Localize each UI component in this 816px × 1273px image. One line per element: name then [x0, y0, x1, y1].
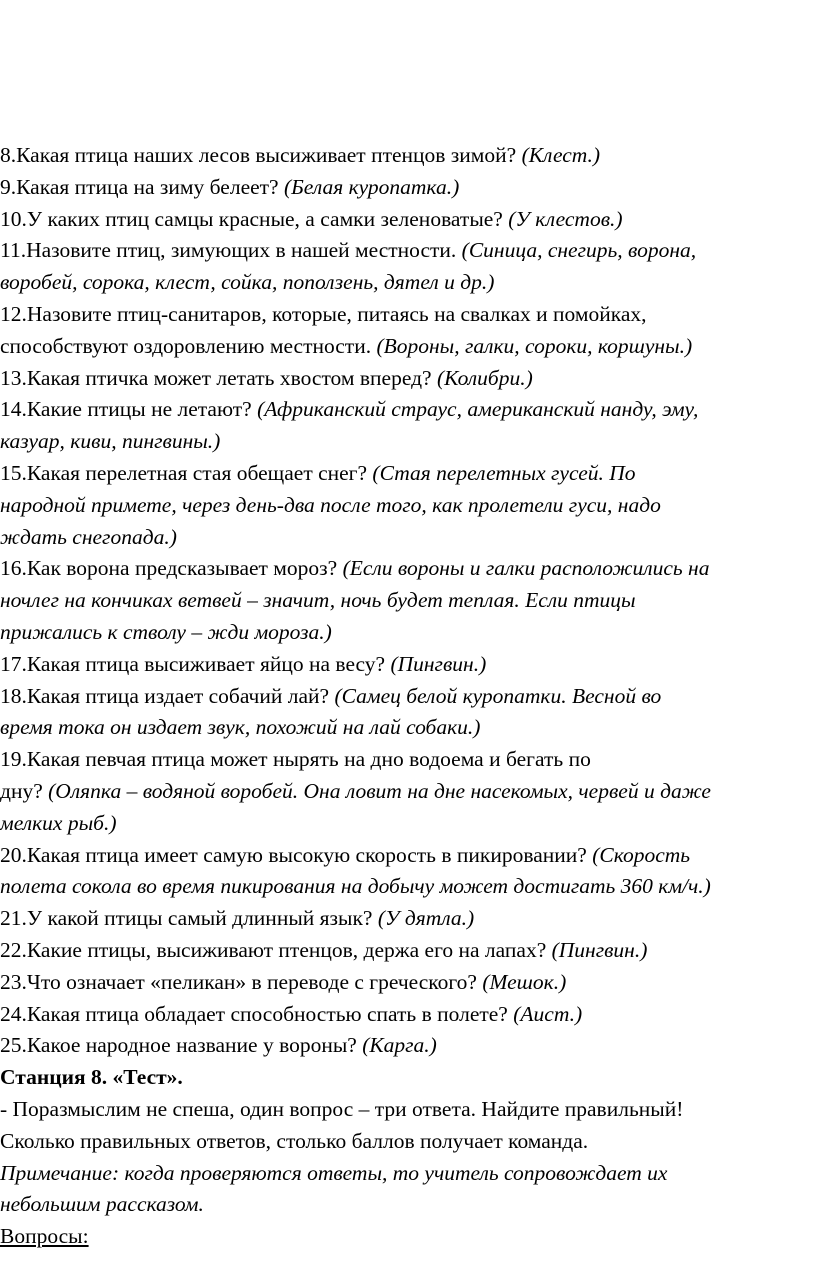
answer-text: время тока он издает звук, похожий на лай собаки.) — [0, 715, 481, 740]
answer-text: (Африканский страус, американский нанду, эму, — [257, 397, 699, 422]
text-line — [0, 172, 816, 204]
answer-text: (Белая куропатка.) — [283, 174, 460, 199]
text-line — [0, 458, 816, 490]
question-text: 18.Какая птица издает собачий лай? — [0, 683, 335, 708]
text-line — [0, 204, 816, 236]
question-text: 21.У какой птицы самый длинный язык? — [0, 906, 378, 931]
question-text: 23.Что означает «пеликан» в переводе с греческого? — [0, 969, 483, 994]
question-text: 14.Какие птицы не летают? — [0, 397, 258, 422]
text-line — [0, 967, 816, 999]
questions-label: Вопросы: — [0, 1224, 89, 1249]
answer-text: (Клест.) — [521, 143, 601, 167]
text-line — [0, 808, 816, 840]
intro-line: - Поразмыслим не спеша, один вопрос – три ответа. Найдите правильный! — [0, 1096, 684, 1121]
answer-text: прижались к стволу – жди мороза.) — [0, 619, 332, 644]
text-line — [0, 235, 816, 267]
text-line — [0, 1030, 816, 1062]
answer-text: (Синица, снегирь, ворона, — [461, 238, 697, 263]
answer-text: ждать снегопада.) — [0, 524, 177, 549]
question-text: 25.Какое народное название у вороны? — [0, 1033, 363, 1058]
answer-text: (Оляпка – водяной воробей. Она ловит на дне насекомых, червей и даже — [48, 778, 711, 803]
text-line — [0, 140, 816, 172]
question-text: 16.Как ворона предсказывает мороз? — [0, 556, 343, 581]
question-text: 10.У каких птиц самцы красные, а самки зеленоватые? — [0, 206, 509, 231]
text-line — [0, 712, 816, 744]
answer-text: полета сокола во время пикирования на добычу может достигать 360 км/ч.) — [0, 874, 711, 899]
text-line — [0, 299, 816, 331]
question-text: 8.Какая птица наших лесов высиживает птенцов зимой? — [0, 143, 522, 167]
answer-text: (Аист.) — [513, 1001, 583, 1026]
text-line — [0, 331, 816, 363]
answer-text: (Вороны, галки, сороки, коршуны.) — [376, 333, 693, 358]
answer-text: (Мешок.) — [482, 969, 567, 994]
text-line — [0, 426, 816, 458]
note-line: Примечание: когда проверяются ответы, то учитель сопровождает их — [0, 1160, 668, 1185]
answer-text: воробей, сорока, клест, сойка, поползень, дятел и др.) — [0, 270, 495, 295]
answer-text: мелких рыб.) — [0, 810, 117, 835]
text-line — [0, 585, 816, 617]
question-text: 22.Какие птицы, высиживают птенцов, держа его на лапах? — [0, 937, 552, 962]
answer-text: (Если вороны и галки расположились на — [342, 556, 710, 581]
answer-text: (Пингвин.) — [551, 937, 648, 962]
text-line — [0, 999, 816, 1031]
text-line — [0, 394, 816, 426]
document-body — [0, 140, 816, 1253]
text-line — [0, 776, 816, 808]
question-text: 20.Какая птица имеет самую высокую скорость в пикировании? — [0, 842, 593, 867]
question-text: 12.Назовите птиц-санитаров, которые, питаясь на свалках и помойках, — [0, 301, 647, 326]
note-line: небольшим рассказом. — [0, 1192, 204, 1217]
text-line — [0, 522, 816, 554]
answer-text: (Стая перелетных гусей. По — [372, 460, 636, 485]
answer-text: (Колибри.) — [436, 365, 533, 390]
answer-text: (Скорость — [592, 842, 691, 867]
question-text: 15.Какая перелетная стая обещает снег? — [0, 460, 373, 485]
text-line — [0, 617, 816, 649]
text-line — [0, 840, 816, 872]
question-text: 24.Какая птица обладает способностью спать в полете? — [0, 1001, 514, 1026]
answer-text: (У дятла.) — [377, 906, 475, 931]
text-line — [0, 363, 816, 395]
text-line — [0, 935, 816, 967]
answer-text: народной примете, через день-два после того, как пролетели гуси, надо — [0, 492, 661, 517]
question-text: 17.Какая птица высиживает яйцо на весу? — [0, 651, 391, 676]
text-line — [0, 649, 816, 681]
question-text: 19.Какая певчая птица может нырять на дно водоема и бегать по — [0, 747, 591, 772]
question-text: 13.Какая птичка может летать хвостом вперед? — [0, 365, 437, 390]
question-answer-list — [0, 140, 816, 1062]
answer-text: (Карга.) — [362, 1033, 437, 1058]
text-line — [0, 903, 816, 935]
answer-text: ночлег на кончиках ветвей – значит, ночь будет теплая. Если птицы — [0, 588, 636, 613]
station-heading: Станция 8. «Тест». — [0, 1065, 183, 1090]
text-line — [0, 490, 816, 522]
text-line — [0, 553, 816, 585]
text-line — [0, 267, 816, 299]
question-text: 11.Назовите птиц, зимующих в нашей местности. — [0, 238, 462, 263]
answer-text: казуар, киви, пингвины.) — [0, 429, 221, 454]
questions-label-row — [0, 1221, 816, 1253]
answer-text: (Пингвин.) — [390, 651, 487, 676]
text-line — [0, 681, 816, 713]
question-text: способствуют оздоровлению местности. — [0, 333, 377, 358]
question-text: дну? — [0, 778, 49, 803]
text-line — [0, 744, 816, 776]
answer-text: (У клестов.) — [508, 206, 623, 231]
text-line — [0, 871, 816, 903]
intro-line: Сколько правильных ответов, столько баллов получает команда. — [0, 1128, 589, 1153]
answer-text: (Самец белой куропатки. Весной во — [334, 683, 662, 708]
question-text: 9.Какая птица на зиму белеет? — [0, 174, 284, 199]
